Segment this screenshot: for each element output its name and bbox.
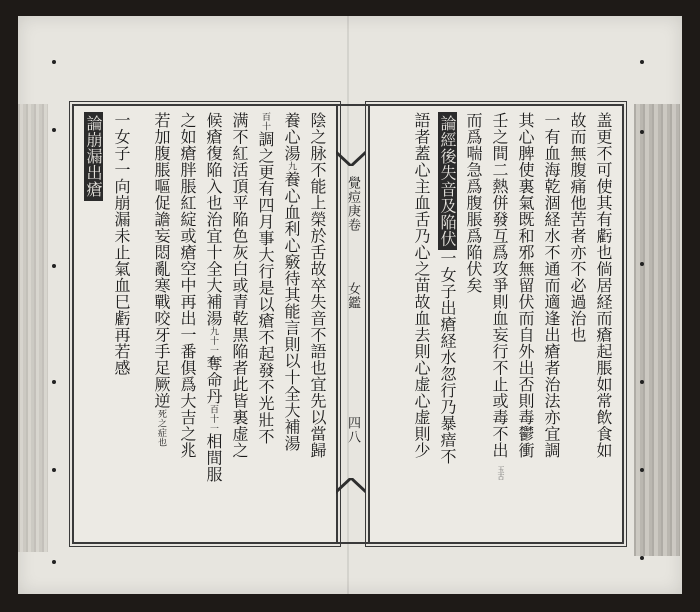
text-run: 一女子出瘡経水忽行乃暴瘖不 bbox=[438, 250, 457, 465]
left-page-text-block bbox=[72, 104, 338, 544]
book-title: 覺痘庚卷 bbox=[345, 176, 360, 232]
inline-note: 九 bbox=[286, 161, 296, 171]
text-column: 壬之間二熱併發互爲攻爭則血妄行不止或毒不出 bbox=[490, 112, 509, 459]
binding-hole bbox=[640, 468, 644, 472]
text-column: 一女子一向崩漏未止氣血巳虧再若感 bbox=[112, 112, 131, 376]
text-column: 盖更不可使其有虧也倘居経而瘡起脹如常飲食如 bbox=[594, 112, 613, 459]
page-number: 四八 bbox=[345, 416, 360, 444]
inline-note: 死之 bbox=[156, 409, 166, 428]
page-edge-left bbox=[18, 104, 48, 552]
text-column: 满不紅活頂平陥色灰白或青乾黒陥者此皆裏虚之 bbox=[230, 112, 249, 459]
inline-note: 九十一 bbox=[208, 326, 218, 355]
inline-note: 百十 bbox=[260, 112, 270, 131]
text-run: 候瘡復陥入也治宜十全大補湯 bbox=[204, 112, 223, 327]
right-page-text-block bbox=[368, 104, 624, 544]
fishtail-top-icon bbox=[336, 150, 366, 166]
text-run: 奪命丹 bbox=[204, 355, 223, 405]
binding-hole bbox=[52, 380, 56, 384]
binding-hole bbox=[640, 262, 644, 266]
section-heading: 論經後失音及陥伏 bbox=[438, 112, 457, 250]
text-column: 故而無腹痛他苦者亦不必過治也 bbox=[568, 112, 587, 343]
text-run: 調之更有四月事大行是以瘡不起發不光壯不 bbox=[256, 131, 275, 445]
binding-hole bbox=[640, 60, 644, 64]
text-run: 相間服 bbox=[204, 433, 223, 483]
binding-hole bbox=[640, 130, 644, 134]
text-column bbox=[280, 112, 302, 536]
binding-hole bbox=[52, 468, 56, 472]
section-heading-column bbox=[436, 112, 458, 536]
binding-hole bbox=[52, 264, 56, 268]
binding-hole bbox=[640, 380, 644, 384]
text-column bbox=[202, 112, 224, 536]
text-column: 其心脾使裏氣既和邪無留伏而自外出否則毒鬱衝 bbox=[516, 112, 535, 459]
margin-note: 玉古 bbox=[497, 466, 505, 480]
inline-note: 百十一 bbox=[208, 404, 218, 433]
text-run: 養心血利心竅待其能言則以十全大補湯 bbox=[282, 171, 301, 452]
inline-note: 症也 bbox=[156, 428, 166, 447]
fishtail-bottom-icon bbox=[336, 478, 366, 494]
text-column: 之如瘡胖脹紅綻或瘡空中再出一番俱爲大吉之兆 bbox=[178, 112, 197, 459]
text-column: 語者蓋心主血舌乃心之苗故血去則心虚心虚則少 bbox=[412, 112, 431, 459]
text-run: 若加腹脹嘔促譫妄悶亂寒戰咬牙手足厥逆 bbox=[152, 112, 171, 409]
section-heading: 論崩漏出瘡 bbox=[84, 112, 103, 201]
binding-hole bbox=[52, 560, 56, 564]
text-column: 而爲喘急爲腹脹爲陥伏矣 bbox=[464, 112, 483, 294]
section-label: 女鑑 bbox=[345, 282, 360, 310]
binding-hole bbox=[52, 60, 56, 64]
text-column bbox=[254, 112, 276, 536]
section-heading-column bbox=[82, 112, 104, 536]
text-run: 養心湯 bbox=[282, 112, 301, 162]
text-column: 陰之脉不能上榮於舌故卒失音不語也宜先以當歸 bbox=[308, 112, 327, 459]
binding-hole bbox=[640, 556, 644, 560]
text-column bbox=[150, 112, 172, 536]
text-column: 一有血海乾涸経水不通而適逢出瘡者治法亦宜調 bbox=[542, 112, 561, 459]
binding-hole bbox=[52, 128, 56, 132]
page-edge-right bbox=[634, 104, 680, 556]
